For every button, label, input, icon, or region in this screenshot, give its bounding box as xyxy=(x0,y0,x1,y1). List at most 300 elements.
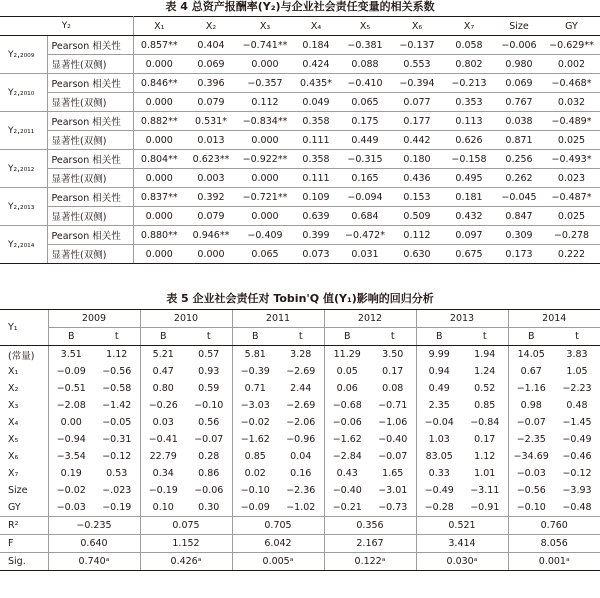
table5-cell: 5.21 xyxy=(140,346,186,364)
table4-cell: 0.684 xyxy=(339,207,391,226)
table5-cell: −0.41 xyxy=(140,431,186,448)
table4-row xyxy=(0,150,600,169)
table5-stat-cell: 2.167 xyxy=(324,535,416,553)
table4-cell: 0.449 xyxy=(339,131,391,150)
table5-cell: −1.42 xyxy=(102,400,132,411)
table4-cell: 0.358 xyxy=(293,112,339,131)
table4-cell: 0.073 xyxy=(293,245,339,264)
table5-cell: 0.59 xyxy=(198,383,220,394)
table4-stat-label: Pearson 相关性 xyxy=(47,112,133,131)
table4-cell: 0.079 xyxy=(185,93,237,112)
table5-cell: 11.29 xyxy=(324,346,370,364)
table4-cell: −0.094 xyxy=(339,188,391,207)
table5-cell: −34.69 xyxy=(508,448,554,465)
table5-cell: −0.26 xyxy=(140,397,186,414)
table4-cell: 0.436 xyxy=(391,169,443,188)
table5-subheader: t xyxy=(94,328,140,346)
table4-row xyxy=(0,245,600,264)
table4-cell: 0.065 xyxy=(237,245,293,264)
table5-cell: −0.19 xyxy=(140,482,186,499)
table4-column-header: X₄ xyxy=(293,17,339,36)
table4-cell: 0.442 xyxy=(391,131,443,150)
table4-cell: 0.031 xyxy=(339,245,391,264)
table5-cell: −0.02 xyxy=(232,414,278,431)
table5-stat-cell: 0.030ᵃ xyxy=(416,553,508,571)
table4-cell: 0.767 xyxy=(495,93,543,112)
table5-cell: −0.09 xyxy=(232,499,278,517)
table5-row xyxy=(0,499,600,517)
table4-header-row xyxy=(0,17,600,36)
table5-row xyxy=(0,397,600,414)
table4-cell: 0.112 xyxy=(391,226,443,245)
table5-subheader: B xyxy=(508,328,554,346)
table5-cell: −0.28 xyxy=(416,499,462,517)
table5-cell: −0.12 xyxy=(562,468,592,479)
table5-stat-cell: 3.414 xyxy=(416,535,508,553)
table4-cell: 0.097 xyxy=(443,226,495,245)
table5-subheader: B xyxy=(48,328,94,346)
table5-row-label: Size xyxy=(8,485,28,496)
table4-cell: −0.489* xyxy=(543,112,600,131)
table4-cell: −0.493* xyxy=(543,150,600,169)
table4-cell: 0.399 xyxy=(293,226,339,245)
table4-row xyxy=(0,36,600,55)
table5-cell: −0.07 xyxy=(378,451,408,462)
table5-stat-cell: −0.235 xyxy=(48,517,140,535)
table4-cell: 0.846** xyxy=(133,74,185,93)
table5-cell: −1.45 xyxy=(562,417,592,428)
table4-group-label: Y₂,₂₀₁₂ xyxy=(0,150,47,188)
table5-row xyxy=(0,346,600,364)
table4-cell: 0.000 xyxy=(237,207,293,226)
table5-year-header: 2012 xyxy=(324,310,416,328)
table5-stat-cell: 0.740ᵃ xyxy=(48,553,140,571)
table4-caption: 表 4 总资产报酬率(Y₂)与企业社会责任变量的相关系数 xyxy=(165,0,435,13)
table4-column-header: GY xyxy=(543,17,600,36)
table4-cell: 0.509 xyxy=(391,207,443,226)
table5-cell: −0.10 xyxy=(508,499,554,517)
table5-subheader: t xyxy=(370,328,416,346)
table5-cell: 0.43 xyxy=(324,465,370,482)
table4-cell: 0.882** xyxy=(133,112,185,131)
table5-cell: 14.05 xyxy=(508,346,554,364)
table5-cell: −1.16 xyxy=(508,380,554,397)
table5-cell: 22.79 xyxy=(140,448,186,465)
table5-cell: 0.98 xyxy=(508,397,554,414)
table5-row xyxy=(0,363,600,380)
table5-cell: −0.21 xyxy=(324,499,370,517)
table5-stat-cell: 0.356 xyxy=(324,517,416,535)
table5-cell: −0.49 xyxy=(416,482,462,499)
table4-cell: 0.165 xyxy=(339,169,391,188)
table5-cell: −0.56 xyxy=(508,482,554,499)
table5-stat-cell: 0.640 xyxy=(48,535,140,553)
table5-cell: −0.10 xyxy=(194,400,224,411)
table4-column-header: X₁ xyxy=(133,17,185,36)
table4-cell: 0.837** xyxy=(133,188,185,207)
table4-cell: 0.639 xyxy=(293,207,339,226)
table4-group-label: Y₂,₂₀₁₃ xyxy=(0,188,47,226)
table5-row xyxy=(0,431,600,448)
table5-row xyxy=(0,465,600,482)
table5-cell: −1.62 xyxy=(232,431,278,448)
table4-cell: 0.023 xyxy=(543,169,600,188)
table4-cell: 0.262 xyxy=(495,169,543,188)
table5-cell: 3.28 xyxy=(290,349,312,360)
table5-cell: −3.01 xyxy=(378,485,408,496)
table4-cell: −0.357 xyxy=(237,74,293,93)
table5-row-label: X₁ xyxy=(8,366,19,377)
table4-cell: 0.435* xyxy=(293,74,339,93)
table4-cell: 0.173 xyxy=(495,245,543,264)
table4-cell: 0.111 xyxy=(293,131,339,150)
table4-cell: 0.000 xyxy=(133,207,185,226)
table5-cell: −0.68 xyxy=(324,397,370,414)
table5-cell: 0.57 xyxy=(198,349,220,360)
table4-row xyxy=(0,131,600,150)
table4-cell: 0.000 xyxy=(133,169,185,188)
table4-cell: 0.802 xyxy=(443,55,495,74)
table4-cell: 0.112 xyxy=(237,93,293,112)
table5-stat-cell: 0.521 xyxy=(416,517,508,535)
table5-cell: −0.03 xyxy=(48,499,94,517)
table5-cell: −2.35 xyxy=(508,431,554,448)
table5-y-label: Y₁ xyxy=(0,310,48,346)
table5-year-header: 2010 xyxy=(140,310,232,328)
table5-cell: −0.39 xyxy=(232,363,278,380)
table5-cell: −3.03 xyxy=(232,397,278,414)
table5-cell: 0.86 xyxy=(198,468,220,479)
table4-row xyxy=(0,188,600,207)
table5-cell: −2.69 xyxy=(286,366,316,377)
table5-row xyxy=(0,414,600,431)
table4-cell: 0.626 xyxy=(443,131,495,150)
table4-stat-label: 显著性(双侧) xyxy=(47,169,133,188)
table5-stat-cell: 0.705 xyxy=(232,517,324,535)
table5-cell: 1.94 xyxy=(474,349,496,360)
table4-cell: 0.013 xyxy=(185,131,237,150)
table4-cell: 0.000 xyxy=(133,55,185,74)
table5-row xyxy=(0,448,600,465)
table5-cell: −0.48 xyxy=(562,502,592,513)
table4-cell: 0.177 xyxy=(391,112,443,131)
table5-stat-cell: 8.056 xyxy=(508,535,600,553)
table5-stat-cell: 1.152 xyxy=(140,535,232,553)
table5-cell: 1.01 xyxy=(474,468,496,479)
table5-stat-cell: 0.122ᵃ xyxy=(324,553,416,571)
table4-cell: 0.000 xyxy=(133,131,185,150)
table5-cell: −0.73 xyxy=(378,502,408,513)
table5-cell: −0.71 xyxy=(378,400,408,411)
table5-cell: 0.08 xyxy=(382,383,404,394)
table5-cell: 3.51 xyxy=(48,346,94,364)
table4-stat-label: 显著性(双侧) xyxy=(47,55,133,74)
table5-cell: 0.47 xyxy=(140,363,186,380)
table4-cell: 0.003 xyxy=(185,169,237,188)
table4-column-header: X₂ xyxy=(185,17,237,36)
table4-cell: 0.038 xyxy=(495,112,543,131)
table4-cell: 0.000 xyxy=(185,245,237,264)
table4-cell: −0.741** xyxy=(237,36,293,55)
table4-column-header: Size xyxy=(495,17,543,36)
table4-cell: 0.153 xyxy=(391,188,443,207)
table5-stat-cell: 0.001ᵃ xyxy=(508,553,600,571)
table4-stat-label: Pearson 相关性 xyxy=(47,226,133,245)
table4-cell: 0.630 xyxy=(391,245,443,264)
table4-cell: −0.468* xyxy=(543,74,600,93)
table4-cell: 0.946** xyxy=(185,226,237,245)
table5-cell: −1.02 xyxy=(286,502,316,513)
table5-cell: −0.09 xyxy=(48,363,94,380)
table4-stat-label: 显著性(双侧) xyxy=(47,131,133,150)
table5-cell: 1.24 xyxy=(474,366,496,377)
table5-year-header: 2011 xyxy=(232,310,324,328)
table4-stat-label: 显著性(双侧) xyxy=(47,207,133,226)
table5-cell: −0.19 xyxy=(102,502,132,513)
table4-group-label: Y₂,₂₀₁₁ xyxy=(0,112,47,150)
table4-cell: 0.623** xyxy=(185,150,237,169)
table4-cell: 0.309 xyxy=(495,226,543,245)
table5-cell: −2.69 xyxy=(286,400,316,411)
table5-cell: 0.71 xyxy=(232,380,278,397)
table5-cell: 0.56 xyxy=(198,417,220,428)
table5-cell: 9.99 xyxy=(416,346,462,364)
table4-stat-label: Pearson 相关性 xyxy=(47,36,133,55)
table5-cell: −2.08 xyxy=(48,397,94,414)
table4-row xyxy=(0,112,600,131)
table4-row xyxy=(0,207,600,226)
table4-cell: 0.980 xyxy=(495,55,543,74)
table4-row xyxy=(0,93,600,112)
table4-stat-label: Pearson 相关性 xyxy=(47,188,133,207)
table4-group-label: Y₂,₂₀₀₉ xyxy=(0,36,47,74)
table5-row xyxy=(0,482,600,499)
table5-cell: −0.31 xyxy=(102,434,132,445)
table5-cell: −0.05 xyxy=(102,417,132,428)
table5-year-header: 2009 xyxy=(48,310,140,328)
table5-cell: 1.65 xyxy=(382,468,404,479)
table4-cell: 0.181 xyxy=(443,188,495,207)
table5-cell: −0.56 xyxy=(102,366,132,377)
table5-cell: −0.02 xyxy=(48,482,94,499)
table5-cell: 0.34 xyxy=(140,465,186,482)
table5-cell: −0.10 xyxy=(232,482,278,499)
table4-cell: 0.032 xyxy=(543,93,600,112)
table4-cell: 0.432 xyxy=(443,207,495,226)
table5-cell: −3.93 xyxy=(562,485,592,496)
table5-cell: 0.49 xyxy=(416,380,462,397)
table4-cell: −0.381 xyxy=(339,36,391,55)
table5-cell: 0.85 xyxy=(474,400,496,411)
table4-stat-label: Pearson 相关性 xyxy=(47,150,133,169)
table4-column-header: X₆ xyxy=(391,17,443,36)
table5-cell: 1.12 xyxy=(106,349,128,360)
table5-cell: −3.11 xyxy=(470,485,500,496)
table5-row xyxy=(0,380,600,397)
table4-cell: 0.049 xyxy=(293,93,339,112)
table5-subheader: B xyxy=(232,328,278,346)
table5-cell: −2.23 xyxy=(562,383,592,394)
table4-cell: 0.180 xyxy=(391,150,443,169)
table5-cell: 5.81 xyxy=(232,346,278,364)
table5-subheader: B xyxy=(140,328,186,346)
table5-cell: 0.04 xyxy=(290,451,312,462)
table5-cell: 0.28 xyxy=(198,451,220,462)
table5-cell: −2.06 xyxy=(286,417,316,428)
table4-cell: 0.058 xyxy=(443,36,495,55)
table4-row xyxy=(0,55,600,74)
table5-row-label: (常量) xyxy=(8,350,35,362)
table5-stat-row xyxy=(0,517,600,535)
table5-stat-cell: 6.042 xyxy=(232,535,324,553)
table5-stat-cell: 0.005ᵃ xyxy=(232,553,324,571)
table4-cell: −0.315 xyxy=(339,150,391,169)
table5-row-label: X₅ xyxy=(8,434,19,445)
table4-stat-label: 显著性(双侧) xyxy=(47,245,133,264)
table5-cell: −0.07 xyxy=(194,434,224,445)
table5-cell: −3.54 xyxy=(48,448,94,465)
table5-subheader: t xyxy=(554,328,600,346)
table5-cell: −0.91 xyxy=(470,502,500,513)
table4-cell: 0.111 xyxy=(293,169,339,188)
table5-cell: 0.02 xyxy=(232,465,278,482)
table5-cell: −.023 xyxy=(102,485,132,496)
table4-cell: 0.069 xyxy=(495,74,543,93)
table5-cell: −0.58 xyxy=(102,383,132,394)
table4-column-header: X₃ xyxy=(237,17,293,36)
table5-cell: 1.05 xyxy=(566,366,588,377)
table4-cell: 0.857** xyxy=(133,36,185,55)
table4-cell: 0.109 xyxy=(293,188,339,207)
table5-year-header: 2014 xyxy=(508,310,600,328)
table4-cell: 0.000 xyxy=(133,93,185,112)
table5-subheader-row xyxy=(0,328,600,346)
table5-cell: 3.50 xyxy=(382,349,404,360)
table4-cell: −0.213 xyxy=(443,74,495,93)
table4-cell: 0.025 xyxy=(543,131,600,150)
table4-cell: −0.487* xyxy=(543,188,600,207)
table5-stat-row xyxy=(0,553,600,571)
table4-cell: −0.278 xyxy=(543,226,600,245)
table5-cell: 0.33 xyxy=(416,465,462,482)
table4-cell: −0.006 xyxy=(495,36,543,55)
regression-table xyxy=(0,309,600,571)
table4-cell: 0.175 xyxy=(339,112,391,131)
table4-cell: 0.880** xyxy=(133,226,185,245)
table4-cell: −0.409 xyxy=(237,226,293,245)
table5-cell: 0.85 xyxy=(232,448,278,465)
table5-stat-cell: 0.426ᵃ xyxy=(140,553,232,571)
table4-cell: 0.077 xyxy=(391,93,443,112)
table5-cell: −0.84 xyxy=(470,417,500,428)
table5-row-label: X₄ xyxy=(8,417,19,428)
table5-cell: −0.06 xyxy=(324,414,370,431)
table5-cell: 0.17 xyxy=(382,366,404,377)
table4-corner-header: Y₂ xyxy=(0,17,133,36)
table4-row xyxy=(0,74,600,93)
table4-group-label: Y₂,₂₀₁₀ xyxy=(0,74,47,112)
table5-subheader: t xyxy=(186,328,232,346)
table5-cell: 0.52 xyxy=(474,383,496,394)
table5-cell: −0.46 xyxy=(562,451,592,462)
table4-cell: 0.495 xyxy=(443,169,495,188)
table5-cell: 0.19 xyxy=(48,465,94,482)
table4-cell: 0.531* xyxy=(185,112,237,131)
table4-cell: 0.184 xyxy=(293,36,339,55)
table5-cell: 0.67 xyxy=(508,363,554,380)
table4-column-header: X₇ xyxy=(443,17,495,36)
table5-stat-cell: 0.760 xyxy=(508,517,600,535)
table5-cell: 0.05 xyxy=(324,363,370,380)
table4-cell: 0.804** xyxy=(133,150,185,169)
table4-stat-label: Pearson 相关性 xyxy=(47,74,133,93)
table4-cell: −0.721** xyxy=(237,188,293,207)
table5-stat-label: F xyxy=(0,535,48,553)
table4-cell: 0.000 xyxy=(237,55,293,74)
table4-cell: −0.045 xyxy=(495,188,543,207)
table5-cell: −0.49 xyxy=(562,434,592,445)
table5-cell: −0.51 xyxy=(48,380,94,397)
table4-cell: 0.088 xyxy=(339,55,391,74)
table5-cell: −0.96 xyxy=(286,434,316,445)
table5-cell: 83.05 xyxy=(416,448,462,465)
table4-cell: 0.847 xyxy=(495,207,543,226)
table4-cell: 0.358 xyxy=(293,150,339,169)
table5-subheader: t xyxy=(278,328,324,346)
table5-cell: −0.94 xyxy=(48,431,94,448)
table4-cell: −0.158 xyxy=(443,150,495,169)
table5-cell: 1.12 xyxy=(474,451,496,462)
table4-cell: 0.404 xyxy=(185,36,237,55)
table5-year-row xyxy=(0,310,600,328)
table5-subheader: t xyxy=(462,328,508,346)
table5-cell: −0.03 xyxy=(508,465,554,482)
table5-row-label: GY xyxy=(8,502,21,513)
table5-cell: −0.40 xyxy=(324,482,370,499)
table5-cell: −0.06 xyxy=(194,485,224,496)
table4-cell: −0.394 xyxy=(391,74,443,93)
table4-cell: 0.000 xyxy=(237,169,293,188)
table4-cell: 0.025 xyxy=(543,207,600,226)
table5-cell: 0.80 xyxy=(140,380,186,397)
table5-cell: −0.12 xyxy=(102,451,132,462)
table4-cell: 0.079 xyxy=(185,207,237,226)
table4-cell: 0.396 xyxy=(185,74,237,93)
table5-cell: −2.36 xyxy=(286,485,316,496)
table5-cell: 2.44 xyxy=(290,383,312,394)
table5-cell: 0.48 xyxy=(566,400,588,411)
table4-cell: 0.256 xyxy=(495,150,543,169)
table4-cell: 0.065 xyxy=(339,93,391,112)
table5-cell: 0.16 xyxy=(290,468,312,479)
table5-cell: 0.10 xyxy=(140,499,186,517)
table5-subheader: B xyxy=(416,328,462,346)
table5-stat-row xyxy=(0,535,600,553)
table5-cell: 0.53 xyxy=(106,468,128,479)
table5-cell: −2.84 xyxy=(324,448,370,465)
table4-cell: −0.834** xyxy=(237,112,293,131)
table5-cell: 0.94 xyxy=(416,363,462,380)
table4-cell: 0.069 xyxy=(185,55,237,74)
table4-stat-label: 显著性(双侧) xyxy=(47,93,133,112)
table4-cell: −0.922** xyxy=(237,150,293,169)
table4-cell: 0.424 xyxy=(293,55,339,74)
table4-cell: −0.410 xyxy=(339,74,391,93)
table4-cell: −0.629** xyxy=(543,36,600,55)
table5-cell: 0.03 xyxy=(140,414,186,431)
table5-row-label: X₃ xyxy=(8,400,19,411)
table5-cell: 0.30 xyxy=(198,502,220,513)
